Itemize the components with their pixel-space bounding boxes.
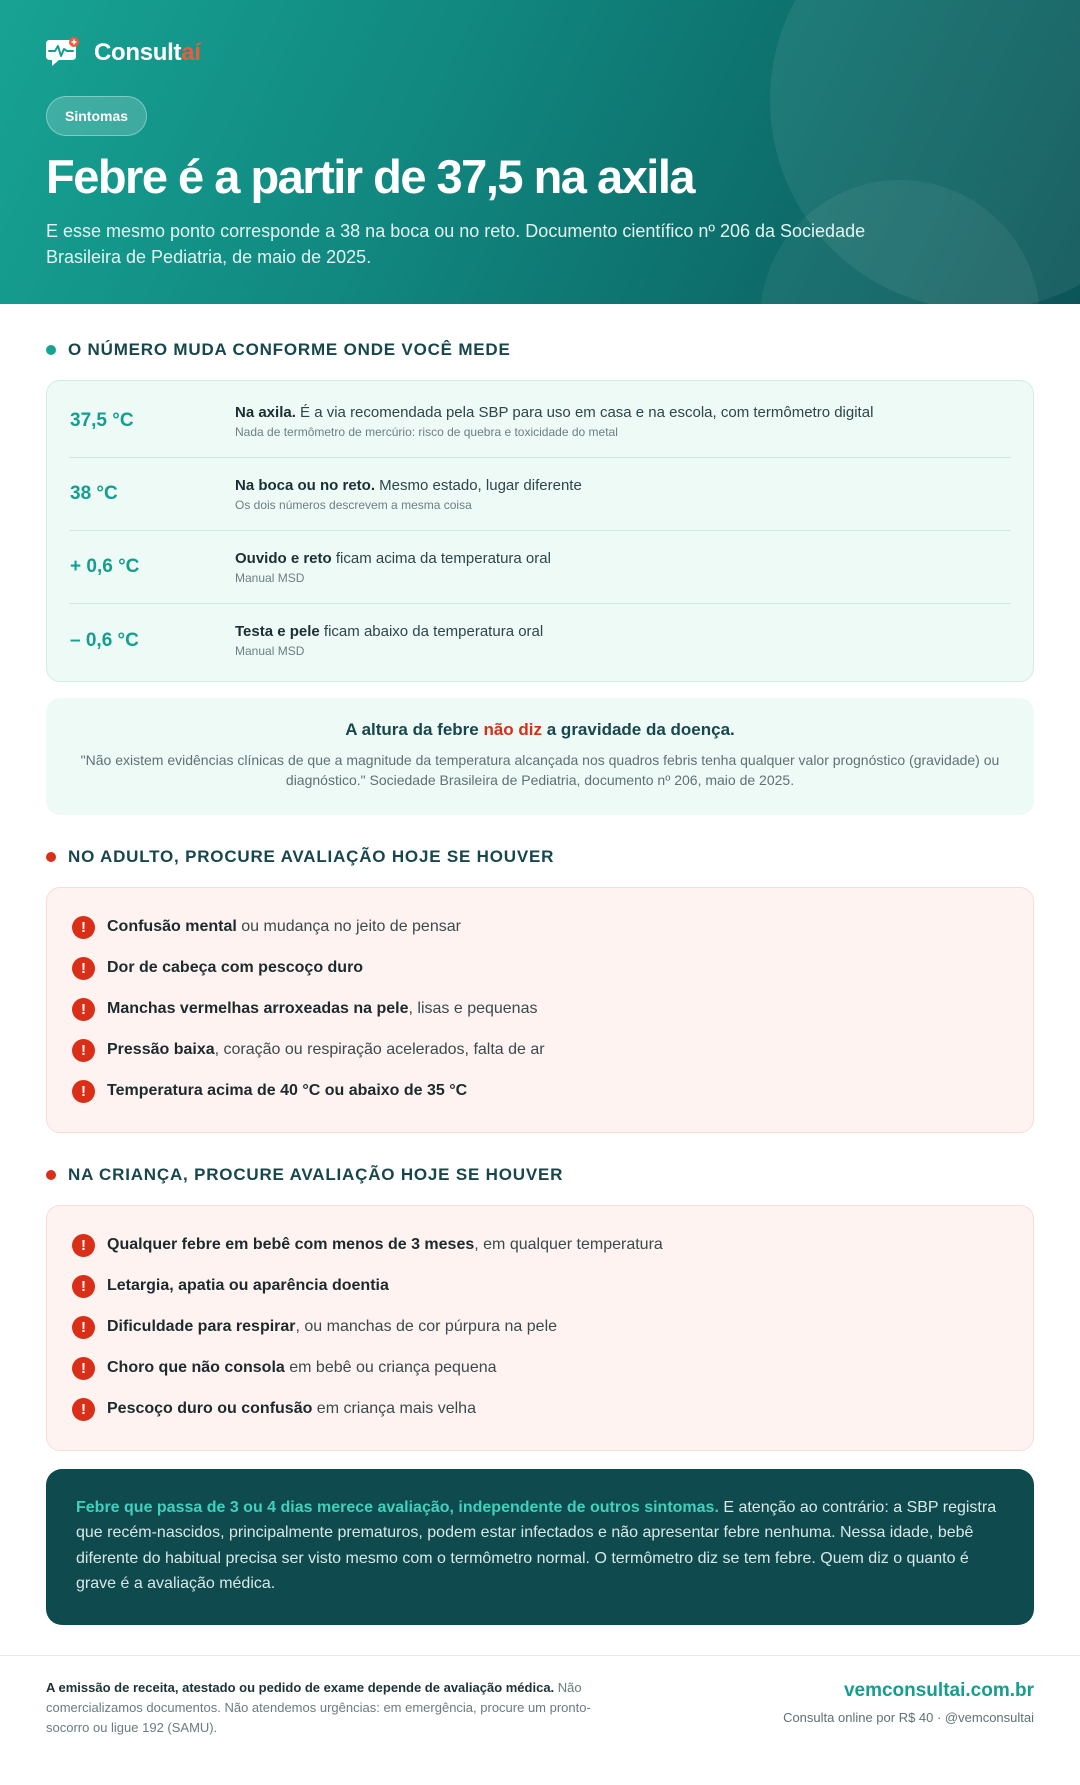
- page-title: Febre é a partir de 37,5 na axila: [46, 150, 695, 203]
- page-subtitle: E esse mesmo ponto corresponde a 38 na boca ou no reto. Documento científico nº 206 da Sociedade Brasileira de Pediatria, de maio de 2025.: [46, 221, 866, 268]
- warning-item: [72, 1307, 1008, 1348]
- warning-text: , em qualquer temperatura: [474, 1236, 663, 1254]
- reading-text: Mesmo estado, lugar diferente: [375, 476, 582, 494]
- section-heading-adult: [46, 847, 1034, 867]
- reading-main: [235, 550, 551, 567]
- brand-logo[interactable]: [46, 36, 1034, 70]
- reading-bold: Testa e pele: [235, 623, 320, 640]
- reading-bold: Ouvido e reto: [235, 549, 332, 567]
- warning-bold: Dor de cabeça com pescoço duro: [107, 959, 364, 977]
- reading-bold: Na axila.: [235, 403, 296, 421]
- warning-bold: Letargia, apatia ou aparência doentia: [107, 1277, 389, 1295]
- reading-value: 38 °C: [70, 483, 118, 504]
- category-tag[interactable]: Sintomas: [46, 96, 147, 136]
- fever-severity-callout: [46, 698, 1034, 815]
- reading-row: [69, 385, 1011, 458]
- warning-text: ou mudança no jeito de pensar: [236, 918, 461, 936]
- warning-bold: Temperatura acima de 40 °C ou abaixo de 35 °C: [107, 1082, 468, 1100]
- disclaimer-text: Não comercializamos documentos. Não atendemos urgências: em emergência, procure um pronto-socorro ou ligue 192 (SAMU).: [46, 1679, 591, 1736]
- warning-text: , ou manchas de cor púrpura na pele: [295, 1318, 558, 1336]
- reading-description: [235, 623, 543, 658]
- warning-text: em criança mais velha: [312, 1400, 476, 1418]
- section-heading-text: O NÚMERO MUDA CONFORME ONDE VOCÊ MEDE: [68, 340, 511, 359]
- warning-item: [72, 1266, 1008, 1307]
- bullet-dot: [46, 345, 56, 355]
- warning-bold: Pressão baixa: [107, 1041, 215, 1059]
- section-heading-text: NO ADULTO, PROCURE AVALIAÇÃO HOJE SE HOUVER: [68, 846, 555, 866]
- warning-bold: Choro que não consola: [107, 1359, 285, 1377]
- price-handle: Consulta online por R$ 40 · @vemconsultai: [783, 1709, 1034, 1725]
- reading-description: [235, 477, 582, 512]
- footer-disclaimer: [46, 1678, 626, 1738]
- reading-value: 37,5 °C: [70, 410, 134, 431]
- callout-heading-pre: A altura da febre: [345, 720, 484, 739]
- reading-main: [235, 623, 543, 640]
- adult-warning-list: [46, 887, 1034, 1133]
- warning-item: [72, 1348, 1008, 1389]
- page-footer: [0, 1655, 1080, 1758]
- alert-icon: !: [72, 1316, 95, 1339]
- section-heading-child: [46, 1165, 1034, 1185]
- reading-value: + 0,6 °C: [70, 556, 140, 577]
- duration-note-box: [46, 1469, 1034, 1625]
- callout-heading-highlight: não diz: [483, 720, 543, 739]
- reading-row: [69, 531, 1011, 604]
- reading-main: [235, 477, 582, 494]
- warning-text: , coração ou respiração acelerados, falta de ar: [214, 1041, 545, 1059]
- warning-item: [72, 989, 1008, 1030]
- warning-item: [72, 907, 1008, 948]
- warning-item: [72, 1071, 1008, 1112]
- reading-description: [235, 550, 551, 585]
- reading-note: Os dois números descrevem a mesma coisa: [235, 497, 472, 512]
- main-content: [0, 304, 1080, 1625]
- brand-name-main: Consult: [94, 39, 182, 66]
- alert-icon: !: [72, 1398, 95, 1421]
- reading-row: [69, 604, 1011, 677]
- alert-icon: !: [72, 1039, 95, 1062]
- warning-bold: Dificuldade para respirar: [107, 1318, 296, 1336]
- alert-icon: !: [72, 998, 95, 1021]
- warning-bold: Qualquer febre em bebê com menos de 3 meses: [107, 1236, 475, 1254]
- warning-text: em bebê ou criança pequena: [284, 1359, 497, 1377]
- alert-icon: !: [72, 916, 95, 939]
- warning-bold: Manchas vermelhas arroxeadas na pele: [107, 1000, 409, 1018]
- reading-note: Nada de termômetro de mercúrio: risco de quebra e toxicidade do metal: [235, 424, 618, 439]
- temperature-readings-card: [46, 380, 1034, 682]
- bullet-dot: [46, 852, 56, 862]
- reading-text: É a via recomendada pela SBP para uso em casa e na escola, com termômetro digital: [295, 403, 874, 421]
- bullet-dot: [46, 1170, 56, 1180]
- alert-icon: !: [72, 1275, 95, 1298]
- footer-contact: [783, 1678, 1034, 1738]
- hero-header: [0, 0, 1080, 304]
- warning-item: [72, 1030, 1008, 1071]
- brand-name-accent: aí: [181, 39, 201, 66]
- reading-text: ficam abaixo da temperatura oral: [319, 623, 544, 640]
- reading-description: [235, 404, 873, 439]
- reading-text: ficam acima da temperatura oral: [331, 549, 551, 567]
- reading-note: Manual MSD: [235, 644, 305, 658]
- reading-row: [69, 458, 1011, 531]
- warning-bold: Pescoço duro ou confusão: [107, 1400, 313, 1418]
- alert-icon: !: [72, 957, 95, 980]
- reading-note: Manual MSD: [235, 570, 305, 585]
- warning-bold: Confusão mental: [107, 918, 237, 936]
- alert-icon: !: [72, 1234, 95, 1257]
- section-heading-measure: [46, 340, 1034, 360]
- warning-item: [72, 948, 1008, 989]
- callout-heading-post: a gravidade da doença.: [542, 720, 735, 739]
- callout-heading: [72, 720, 1008, 740]
- note-highlight: Febre que passa de 3 ou 4 dias merece avaliação, independente de outros sintomas.: [76, 1498, 719, 1516]
- child-warning-list: [46, 1205, 1034, 1451]
- reading-main: [235, 404, 873, 421]
- reading-bold: Na boca ou no reto.: [235, 476, 376, 494]
- site-link[interactable]: vemconsultai.com.br: [843, 1679, 1034, 1701]
- alert-icon: !: [72, 1357, 95, 1380]
- chat-heartbeat-icon: [46, 37, 80, 69]
- warning-item: [72, 1389, 1008, 1430]
- callout-quote: "Não existem evidências clínicas de que a magnitude da temperatura alcançada nos quadros febris tenha qualquer valor prognóstico (gravidade) ou diagnóstico." Sociedade Brasileira de Pediatria, documento nº 206, maio de 2025.: [80, 752, 1000, 789]
- disclaimer-bold: A emissão de receita, atestado ou pedido de exame depende de avaliação médica.: [46, 1679, 555, 1695]
- brand-name: [94, 39, 201, 67]
- alert-icon: !: [72, 1080, 95, 1103]
- note-text: E atenção ao contrário: a SBP registra que recém-nascidos, principalmente prematuros, podem estar infectados e não apresentar febre nenhuma. Nessa idade, bebê diferente do habitual precisa ser visto mesmo com o termômetro normal. O termômetro diz se tem febre. Quem diz o quanto é grave é a avaliação médica.: [76, 1498, 997, 1593]
- reading-value: – 0,6 °C: [70, 629, 139, 651]
- warning-text: , lisas e pequenas: [408, 1000, 538, 1018]
- section-heading-text: NA CRIANÇA, PROCURE AVALIAÇÃO HOJE SE HOUVER: [68, 1164, 564, 1184]
- warning-item: [72, 1225, 1008, 1266]
